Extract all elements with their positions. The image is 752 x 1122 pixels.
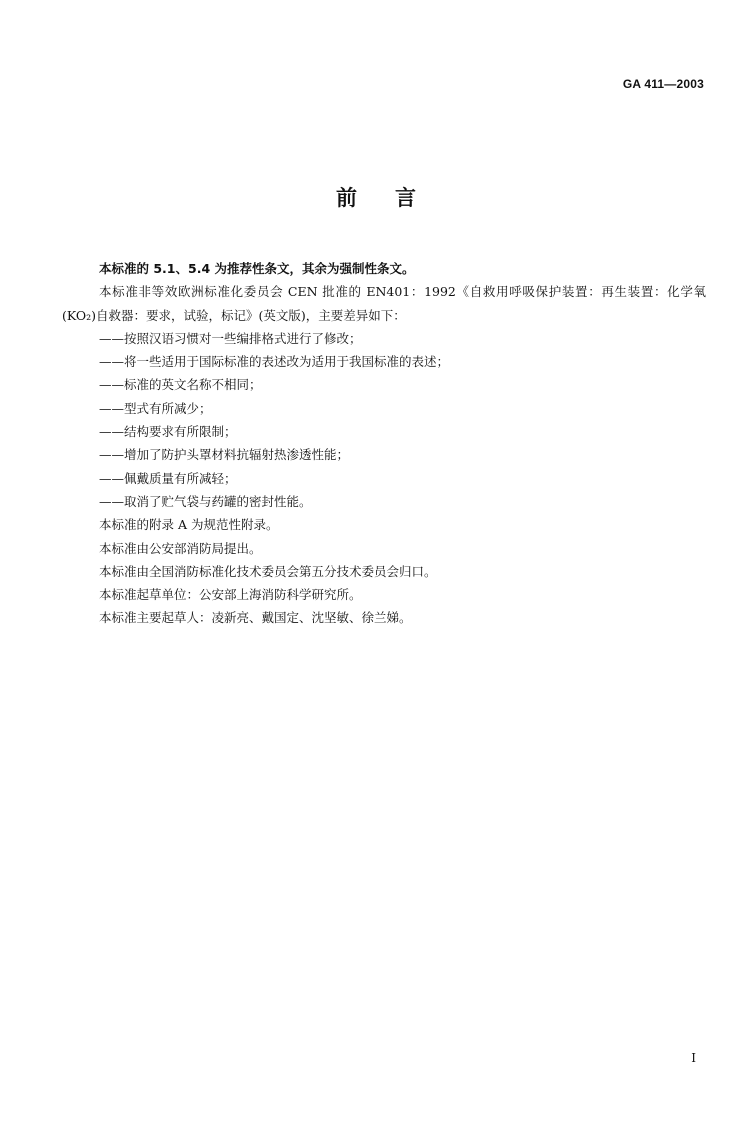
title-char-2: 言 (395, 186, 416, 210)
difference-item: ——取消了贮气袋与药罐的密封性能。 (99, 493, 312, 509)
appendix-note: 本标准的附录 A 为规范性附录。 (99, 517, 279, 533)
difference-item: ——佩戴质量有所减轻； (99, 470, 237, 486)
standard-code: GA 411—2003 (622, 77, 704, 91)
page-title (0, 182, 752, 212)
difference-item: ——型式有所减少； (99, 400, 212, 416)
difference-item: ——结构要求有所限制； (99, 424, 237, 440)
difference-item: ——将一些适用于国际标准的表述改为适用于我国标准的表述； (99, 354, 450, 370)
page-number: I (691, 1051, 696, 1065)
mandatory-clause-note: 本标准的 5.1、5.4 为推荐性条文，其余为强制性条文。 (99, 261, 415, 276)
drafters-note: 本标准主要起草人：凌新亮、戴国定、沈坚敏、徐兰娣。 (99, 610, 412, 626)
title-char-1: 前 (336, 186, 357, 210)
difference-item: ——按照汉语习惯对一些编排格式进行了修改； (99, 330, 362, 346)
committee-note: 本标准由全国消防标准化技术委员会第五分技术委员会归口。 (99, 563, 437, 579)
difference-item: ——增加了防护头罩材料抗辐射热渗透性能； (99, 447, 350, 463)
foreword-body (62, 257, 706, 630)
equivalence-paragraph: 本标准非等效欧洲标准化委员会 CEN 批准的 EN401：1992《自救用呼吸保护装置：再生装置：化学氧(KO₂)自救器：要求，试验，标记》(英文版)，主要差异如下： (62, 284, 706, 323)
difference-item: ——标准的英文名称不相同； (99, 377, 262, 393)
proposer-note: 本标准由公安部消防局提出。 (99, 540, 262, 556)
drafting-unit-note: 本标准起草单位：公安部上海消防科学研究所。 (99, 587, 362, 603)
